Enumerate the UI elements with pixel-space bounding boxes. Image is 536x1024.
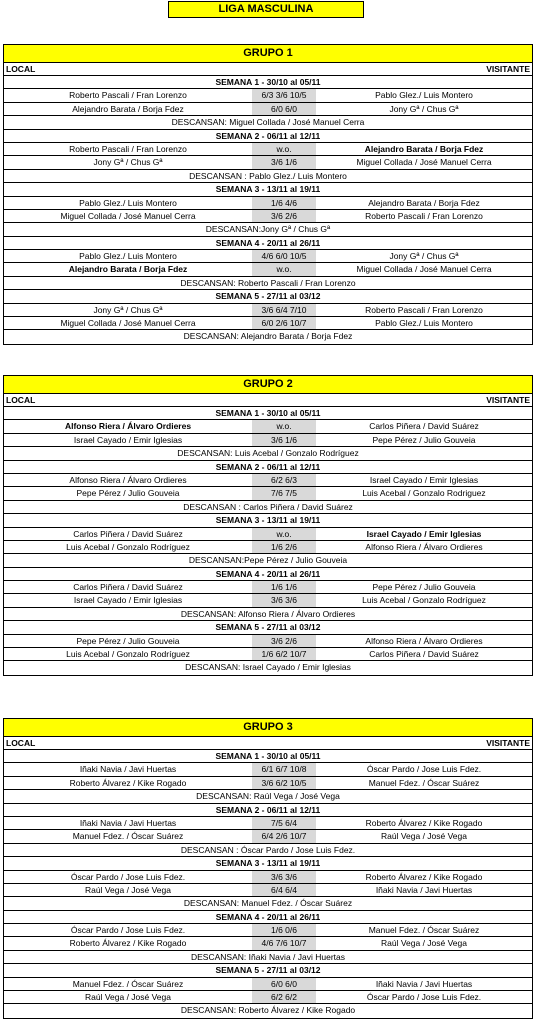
week-title: SEMANA 1 - 30/10 al 05/11 [4, 407, 532, 420]
away-team: Raúl Vega / José Vega [380, 938, 467, 949]
match-score: 6/0 2/6 10/7 [252, 317, 316, 329]
match-score: 1/6 2/6 [252, 541, 316, 553]
match-score: 6/4 2/6 10/7 [252, 830, 316, 842]
match-score: w.o. [252, 420, 316, 432]
home-team: Óscar Pardo / Jose Luis Fdez. [70, 871, 186, 882]
match-row [4, 103, 532, 116]
visitor-label: VISITANTE [486, 738, 530, 748]
away-team: Pepe Pérez / Julio Gouveia [372, 582, 476, 593]
away-team: Carlos Piñera / David Suárez [369, 421, 479, 432]
rest-teams: DESCANSAN : Carlos Piñera / David Suárez [4, 501, 532, 514]
away-team: Óscar Pardo / Jose Luis Fdez. [366, 764, 482, 775]
match-row [4, 594, 532, 607]
match-score: 3/6 1/6 [252, 156, 316, 168]
rest-teams: DESCANSAN: Roberto Álvarez / Kike Rogado [180, 1005, 356, 1016]
rest-teams: DESCANSAN: Alfonso Riera / Álvaro Ordieres [4, 608, 532, 621]
away-team: Roberto Pascali / Fran Lorenzo [365, 304, 483, 315]
match-row [4, 143, 532, 156]
away-team: Roberto Álvarez / Kike Rogado [365, 817, 483, 828]
home-team: Miguel Collada / José Manuel Cerra [60, 210, 196, 221]
away-team: Raúl Vega / José Vega [380, 831, 467, 842]
match-score: 7/5 6/4 [252, 817, 316, 829]
home-team: Alejandro Barata / Borja Fdez [72, 103, 184, 114]
home-team: Pepe Pérez / Julio Gouveia [76, 635, 180, 646]
match-score: 1/6 6/2 10/7 [252, 648, 316, 660]
home-team: Luis Acebal / Gonzalo Rodríguez [66, 541, 190, 552]
away-team: Israel Cayado / Emir Iglesias [366, 528, 482, 539]
rest-teams: DESCANSAN : Óscar Pardo / Jose Luis Fdez. [4, 844, 532, 857]
group-title: GRUPO 1 [4, 45, 532, 63]
away-team: Iñaki Navia / Javi Huertas [375, 884, 473, 895]
match-row [4, 991, 532, 1004]
week-title: SEMANA 4 - 20/11 al 26/11 [4, 568, 532, 581]
home-team: Pablo Glez./ Luis Montero [79, 197, 177, 208]
match-score: 3/6 3/6 [252, 594, 316, 606]
group-table [3, 718, 533, 1019]
match-score: 1/6 0/6 [252, 924, 316, 936]
match-row [4, 635, 532, 648]
match-row [4, 304, 532, 317]
match-score: w.o. [252, 143, 316, 155]
away-team: Miguel Collada / José Manuel Cerra [356, 157, 492, 168]
home-team: Israel Cayado / Emir Iglesias [73, 434, 183, 445]
home-team: Israel Cayado / Emir Iglesias [73, 595, 183, 606]
away-team: Israel Cayado / Emir Iglesias [369, 474, 479, 485]
week-title: SEMANA 2 - 06/11 al 12/11 [4, 130, 532, 143]
home-team: Miguel Collada / José Manuel Cerra [60, 318, 196, 329]
match-score: 3/6 2/6 [252, 635, 316, 647]
away-team: Luis Acebal / Gonzalo Rodríguez [362, 595, 486, 606]
rest-teams: DESCANSAN: Iñaki Navia / Javi Huertas [4, 951, 532, 964]
match-row [4, 474, 532, 487]
away-team: Pepe Pérez / Julio Gouveia [372, 434, 476, 445]
match-score: 3/6 2/6 [252, 210, 316, 222]
rest-teams: DESCANSAN: Roberto Pascali / Fran Lorenzo [4, 277, 532, 290]
away-team: Pablo Glez./ Luis Montero [375, 90, 473, 101]
away-team: Óscar Pardo / Jose Luis Fdez. [366, 992, 482, 1003]
match-row [4, 817, 532, 830]
match-row [4, 763, 532, 776]
rest-teams: DESCANSAN : Pablo Glez./ Luis Montero [4, 170, 532, 183]
away-team: Jony Gª / Chus Gª [389, 251, 459, 262]
away-team: Manuel Fdez. / Óscar Suárez [368, 777, 480, 788]
match-row [4, 420, 532, 433]
visitor-label: VISITANTE [486, 64, 530, 74]
match-score: w.o. [252, 528, 316, 540]
away-team: Roberto Pascali / Fran Lorenzo [365, 210, 483, 221]
group-table [3, 375, 533, 676]
match-row [4, 434, 532, 447]
home-team: Jony Gª / Chus Gª [93, 304, 163, 315]
rest-teams: DESCANSAN: Raúl Vega / José Vega [4, 790, 532, 803]
match-row [4, 830, 532, 843]
match-row [4, 937, 532, 950]
away-team: Alfonso Riera / Álvaro Ordieres [365, 635, 483, 646]
rest-teams: DESCANSAN: Israel Cayado / Emir Iglesias [185, 662, 351, 673]
match-score: 3/6 1/6 [252, 434, 316, 446]
match-row [4, 924, 532, 937]
local-visitor-header [4, 737, 532, 750]
home-team: Alfonso Riera / Álvaro Ordieres [64, 421, 192, 432]
home-team: Jony Gª / Chus Gª [93, 157, 163, 168]
home-team: Alfonso Riera / Álvaro Ordieres [69, 474, 187, 485]
home-team: Pepe Pérez / Julio Gouveia [76, 488, 180, 499]
away-team: Roberto Álvarez / Kike Rogado [365, 871, 483, 882]
away-team: Jony Gª / Chus Gª [389, 103, 459, 114]
local-label: LOCAL [6, 64, 36, 74]
away-team: Miguel Collada / José Manuel Cerra [356, 264, 492, 275]
home-team: Raúl Vega / José Vega [84, 884, 171, 895]
home-team: Carlos Piñera / David Suárez [73, 528, 183, 539]
week-title: SEMANA 3 - 13/11 al 19/11 [4, 183, 532, 196]
home-team: Iñaki Navia / Javi Huertas [79, 817, 177, 828]
match-row [4, 884, 532, 897]
home-team: Roberto Pascali / Fran Lorenzo [69, 90, 187, 101]
match-row [4, 487, 532, 500]
match-row [4, 156, 532, 169]
match-score: 6/2 6/2 [252, 991, 316, 1003]
match-row [4, 978, 532, 991]
match-row [4, 648, 532, 661]
match-row [4, 250, 532, 263]
match-score: 4/6 6/0 10/5 [252, 250, 316, 262]
match-score: 6/2 6/3 [252, 474, 316, 486]
match-score: 6/1 6/7 10/8 [252, 763, 316, 775]
rest-teams: DESCANSAN: Alejandro Barata / Borja Fdez [183, 331, 353, 342]
visitor-label: VISITANTE [486, 395, 530, 405]
home-team: Manuel Fdez. / Óscar Suárez [72, 831, 184, 842]
away-team: Alejandro Barata / Borja Fdez [364, 143, 484, 154]
match-score: 3/6 6/2 10/5 [252, 777, 316, 789]
home-team: Óscar Pardo / Jose Luis Fdez. [70, 925, 186, 936]
group-title: GRUPO 3 [4, 719, 532, 737]
match-row [4, 317, 532, 330]
home-team: Roberto Álvarez / Kike Rogado [69, 777, 187, 788]
away-team: Manuel Fdez. / Óscar Suárez [368, 925, 480, 936]
home-team: Raúl Vega / José Vega [84, 992, 171, 1003]
match-score: 6/3 3/6 10/5 [252, 89, 316, 101]
local-visitor-header [4, 63, 532, 76]
week-title: SEMANA 4 - 20/11 al 26/11 [4, 237, 532, 250]
local-label: LOCAL [6, 738, 36, 748]
match-score: 7/6 7/5 [252, 487, 316, 499]
week-title: SEMANA 1 - 30/10 al 05/11 [4, 750, 532, 763]
home-team: Luis Acebal / Gonzalo Rodríguez [66, 649, 190, 660]
rest-teams: DESCANSAN: Manuel Fdez. / Óscar Suárez [4, 897, 532, 910]
match-row [4, 777, 532, 790]
match-score: 3/6 6/4 7/10 [252, 304, 316, 316]
rest-teams: DESCANSAN: Luis Acebal / Gonzalo Rodríguez [4, 447, 532, 460]
match-score: 6/4 6/4 [252, 884, 316, 896]
match-score: w.o. [252, 263, 316, 275]
home-team: Carlos Piñera / David Suárez [73, 582, 183, 593]
week-title: SEMANA 5 - 27/11 al 03/12 [4, 621, 532, 634]
match-score: 1/6 4/6 [252, 197, 316, 209]
away-team: Carlos Piñera / David Suárez [369, 649, 479, 660]
match-row [4, 197, 532, 210]
match-row [4, 528, 532, 541]
home-team: Roberto Pascali / Fran Lorenzo [69, 143, 187, 154]
match-row [4, 871, 532, 884]
group-table [3, 44, 533, 345]
match-row [4, 210, 532, 223]
match-row [4, 263, 532, 276]
home-team: Manuel Fdez. / Óscar Suárez [72, 978, 184, 989]
home-team: Iñaki Navia / Javi Huertas [79, 764, 177, 775]
away-team: Alejandro Barata / Borja Fdez [368, 197, 480, 208]
week-title: SEMANA 3 - 13/11 al 19/11 [4, 514, 532, 527]
match-row [4, 541, 532, 554]
week-title: SEMANA 3 - 13/11 al 19/11 [4, 857, 532, 870]
away-team: Pablo Glez./ Luis Montero [375, 318, 473, 329]
match-row [4, 581, 532, 594]
away-team: Luis Acebal / Gonzalo Rodriguez [362, 488, 486, 499]
group-title: GRUPO 2 [4, 376, 532, 394]
match-row [4, 89, 532, 102]
away-team: Alfonso Riera / Álvaro Ordieres [365, 541, 483, 552]
match-score: 1/6 1/6 [252, 581, 316, 593]
away-team: Iñaki Navia / Javi Huertas [375, 978, 473, 989]
match-score: 6/0 6/0 [252, 978, 316, 990]
week-title: SEMANA 1 - 30/10 al 05/11 [4, 76, 532, 89]
league-title: LIGA MASCULINA [168, 1, 364, 18]
rest-teams: DESCANSAN:Pepe Pérez / Julio Gouveia [4, 554, 532, 567]
week-title: SEMANA 2 - 06/11 al 12/11 [4, 461, 532, 474]
home-team: Pablo Glez./ Luis Montero [79, 251, 177, 262]
local-visitor-header [4, 394, 532, 407]
week-title: SEMANA 4 - 20/11 al 26/11 [4, 911, 532, 924]
week-title: SEMANA 5 - 27/11 al 03/12 [4, 964, 532, 977]
match-score: 4/6 7/6 10/7 [252, 937, 316, 949]
local-label: LOCAL [6, 395, 36, 405]
week-title: SEMANA 5 - 27/11 al 03/12 [4, 290, 532, 303]
home-team: Alejandro Barata / Borja Fdez [68, 264, 188, 275]
rest-teams: DESCANSAN:Jony Gª / Chus Gª [4, 223, 532, 236]
home-team: Roberto Álvarez / Kike Rogado [69, 938, 187, 949]
rest-teams: DESCANSAN: Miguel Collada / José Manuel Cerra [4, 116, 532, 129]
week-title: SEMANA 2 - 06/11 al 12/11 [4, 804, 532, 817]
match-score: 3/6 3/6 [252, 871, 316, 883]
match-score: 6/0 6/0 [252, 103, 316, 115]
